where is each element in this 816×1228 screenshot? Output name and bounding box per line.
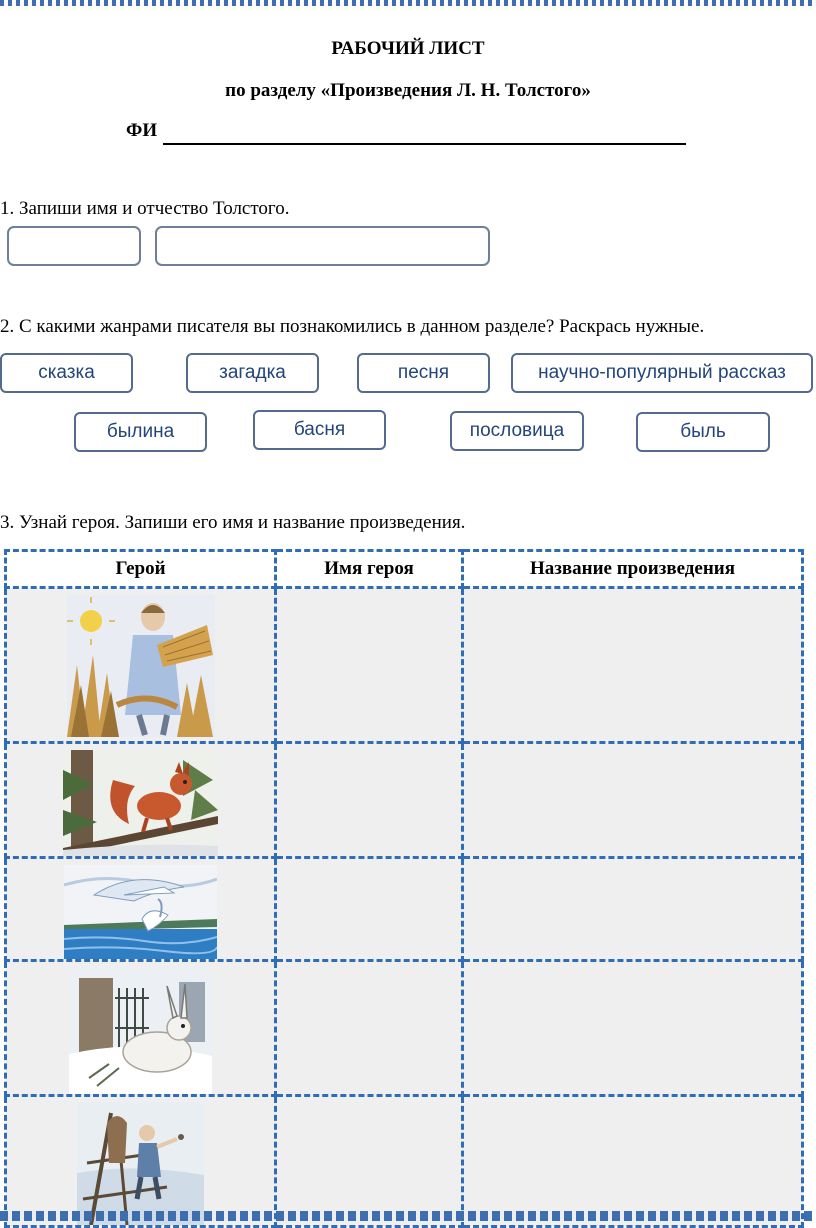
name-label: ФИ	[126, 120, 158, 141]
top-decorative-border	[0, 0, 816, 6]
hero-name-answer-cell[interactable]	[276, 743, 463, 858]
hare-in-snow-picture	[69, 968, 212, 1094]
genre-bylina[interactable]: былина	[74, 412, 207, 452]
squirrel-on-branch-picture	[63, 750, 218, 856]
hero-name-answer-cell[interactable]	[276, 961, 463, 1096]
hero-name-answer-cell[interactable]	[276, 858, 463, 961]
work-title-answer-cell[interactable]	[463, 961, 803, 1096]
task-1-text: 1. Запиши имя и отчество Толстого.	[0, 198, 290, 219]
work-title-answer-cell[interactable]	[463, 743, 803, 858]
column-header-work-title: Название произведения	[463, 551, 803, 588]
genre-pesnya[interactable]: песня	[357, 353, 490, 393]
hero-picture-cell	[6, 1096, 276, 1227]
hero-picture-cell	[6, 743, 276, 858]
worksheet-subtitle: по разделу «Произведения Л. Н. Толстого»	[225, 80, 591, 101]
table-row	[6, 961, 803, 1096]
hero-name-answer-cell[interactable]	[276, 588, 463, 743]
table-row	[6, 588, 803, 743]
genre-zagadka[interactable]: загадка	[186, 353, 319, 393]
heroes-table	[4, 549, 804, 1228]
task-2-text: 2. С какими жанрами писателя вы познакомились в данном разделе? Раскрась нужные.	[0, 316, 705, 337]
first-name-box[interactable]	[7, 226, 141, 266]
patronymic-box[interactable]	[155, 226, 490, 266]
peasant-with-sheaf-picture	[67, 595, 215, 737]
column-header-hero: Герой	[6, 551, 276, 588]
hero-picture-cell	[6, 961, 276, 1096]
swans-over-sea-picture	[64, 865, 217, 959]
genre-poslovitsa[interactable]: пословица	[450, 411, 584, 451]
table-header-row	[6, 551, 803, 588]
hero-picture-cell	[6, 858, 276, 961]
table-row	[6, 858, 803, 961]
task-3-text: 3. Узнай героя. Запиши его имя и название произведения.	[0, 512, 466, 533]
table-row	[6, 743, 803, 858]
hero-name-answer-cell[interactable]	[276, 1096, 463, 1227]
work-title-answer-cell[interactable]	[463, 1096, 803, 1227]
genre-skazka[interactable]: сказка	[0, 353, 133, 393]
work-title-answer-cell[interactable]	[463, 858, 803, 961]
table-row	[6, 1096, 803, 1227]
genre-basnya[interactable]: басня	[253, 410, 386, 450]
name-underline-field[interactable]	[163, 143, 686, 145]
hero-picture-cell	[6, 588, 276, 743]
boy-on-mast-picture	[77, 1103, 204, 1225]
genre-nauchno-populyarny-rasskaz[interactable]: научно-популярный рассказ	[511, 353, 813, 393]
bottom-decorative-border	[0, 1211, 816, 1221]
column-header-hero-name: Имя героя	[276, 551, 463, 588]
genre-byl[interactable]: быль	[636, 412, 770, 452]
worksheet-title: РАБОЧИЙ ЛИСТ	[331, 38, 485, 59]
work-title-answer-cell[interactable]	[463, 588, 803, 743]
